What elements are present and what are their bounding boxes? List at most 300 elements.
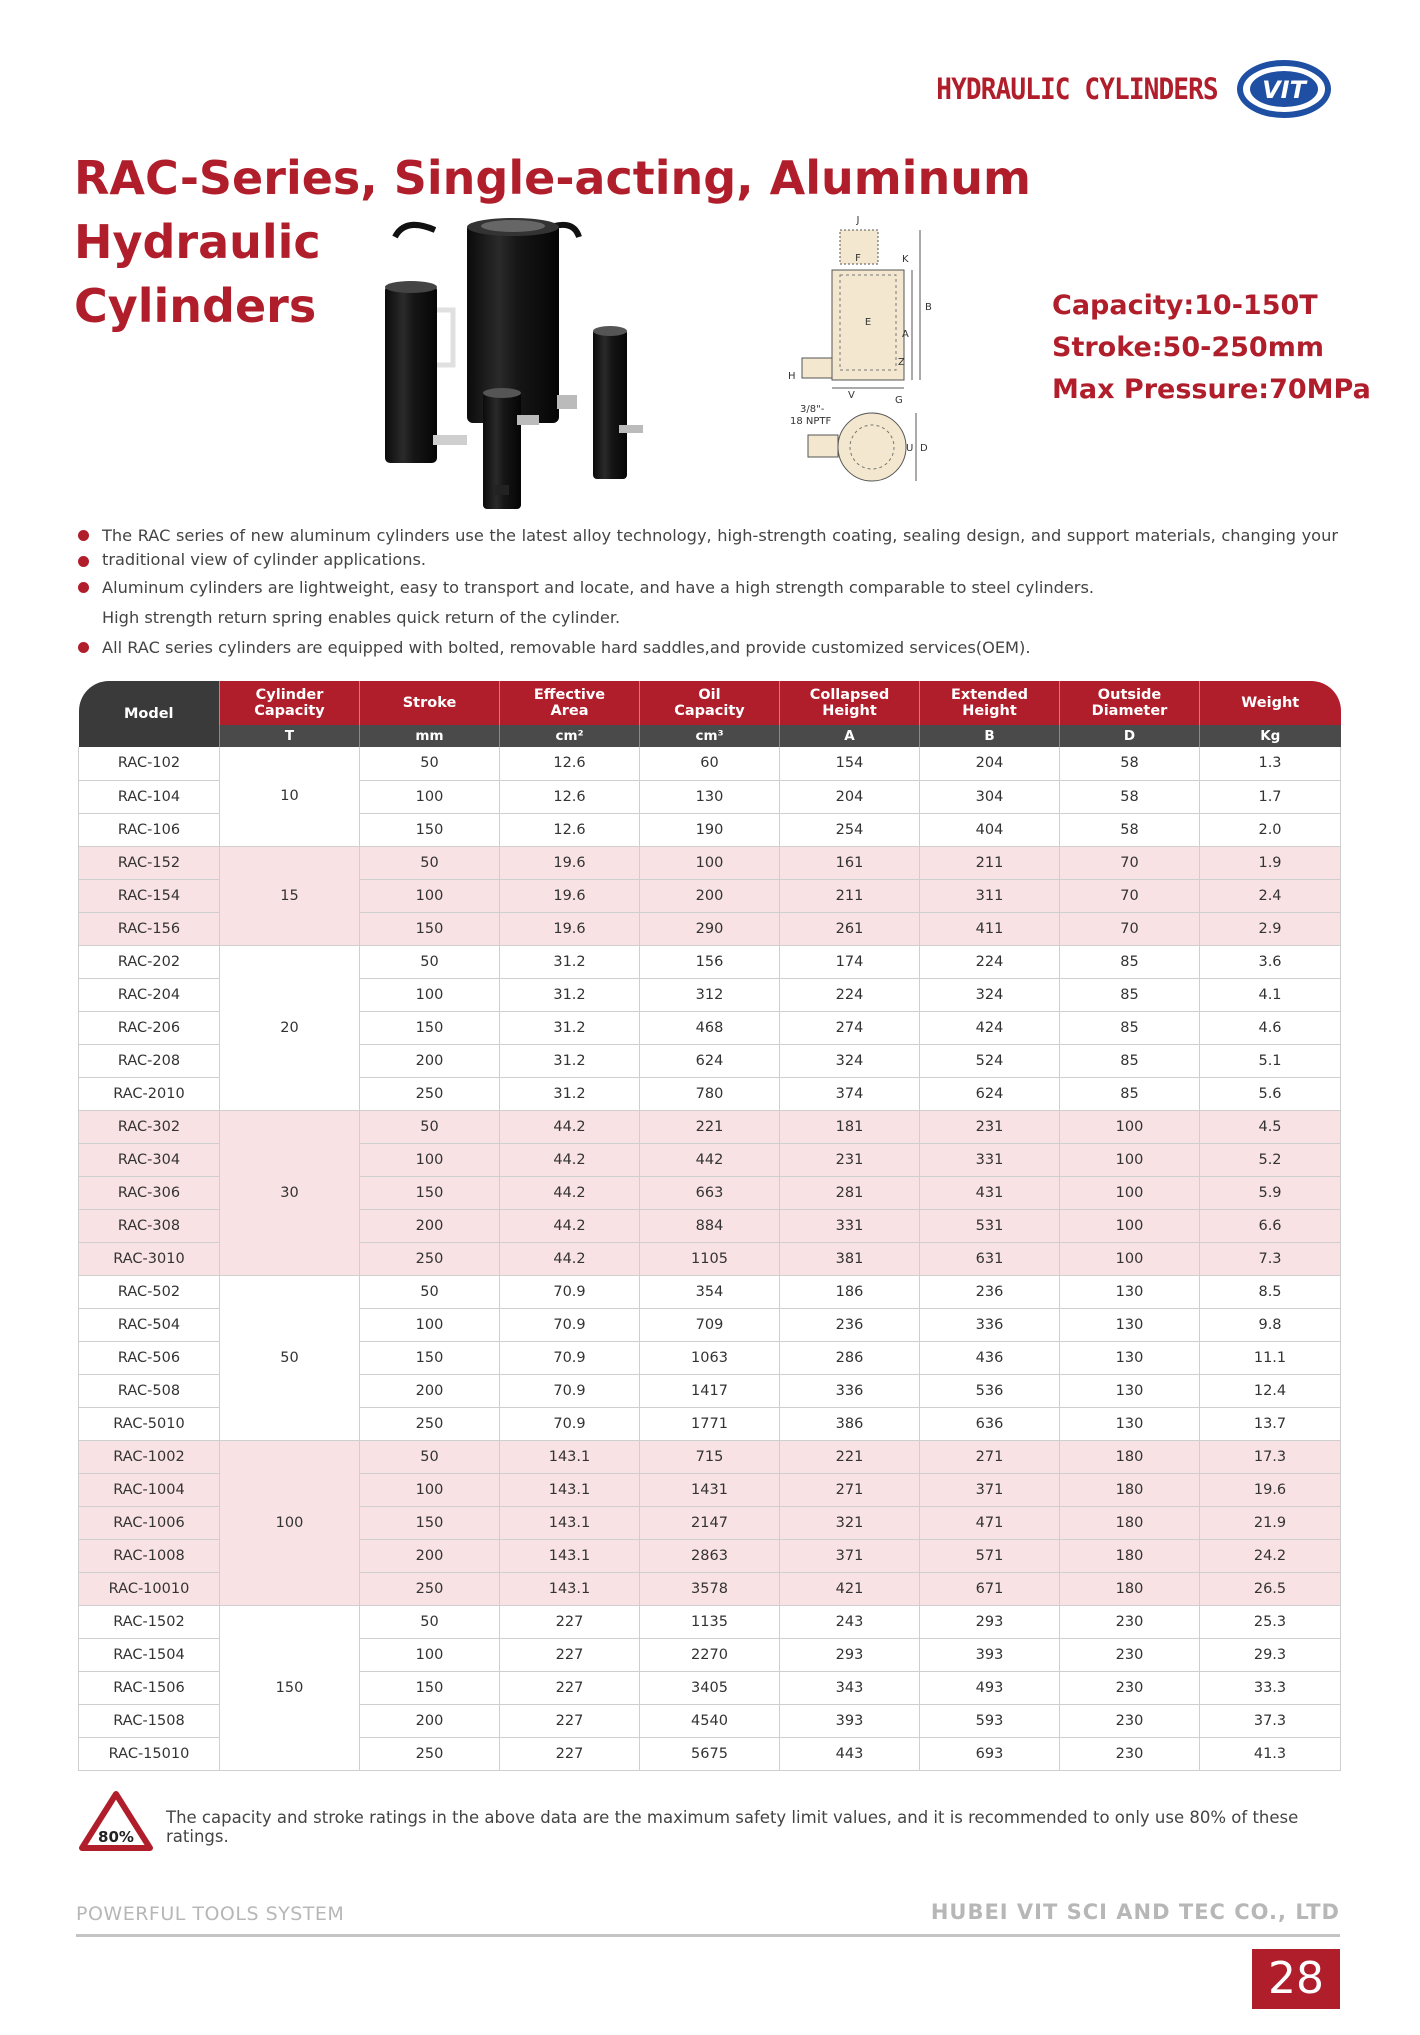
- spec-table-body: [79, 747, 1341, 1770]
- table-cell: 150: [360, 1341, 500, 1374]
- header-outside: Outside Diameter: [1060, 681, 1200, 725]
- table-cell: 693: [920, 1737, 1060, 1770]
- warning-badge-text: 80%: [98, 1828, 134, 1846]
- table-cell: 331: [780, 1209, 920, 1242]
- table-cell: 211: [920, 846, 1060, 879]
- table-cell: 85: [1060, 978, 1200, 1011]
- dim-j: J: [856, 215, 860, 226]
- table-cell: 130: [1060, 1308, 1200, 1341]
- table-cell: 624: [920, 1077, 1060, 1110]
- table-cell: 12.4: [1200, 1374, 1341, 1407]
- page-number: 28: [1252, 1949, 1340, 2009]
- table-cell: 354: [640, 1275, 780, 1308]
- table-cell: 227: [500, 1704, 640, 1737]
- dim-d: D: [920, 443, 928, 454]
- model-cell: RAC-1002: [79, 1440, 220, 1473]
- table-cell: 100: [360, 1473, 500, 1506]
- table-cell: 100: [360, 978, 500, 1011]
- table-cell: 50: [360, 1440, 500, 1473]
- table-cell: 190: [640, 813, 780, 846]
- table-cell: 130: [640, 780, 780, 813]
- table-cell: 293: [920, 1605, 1060, 1638]
- spec-table-wrapper: [78, 681, 1340, 1771]
- table-cell: 230: [1060, 1704, 1200, 1737]
- unit-cell: mm: [360, 725, 500, 747]
- table-cell: 50: [360, 1110, 500, 1143]
- table-row: [79, 846, 1341, 879]
- table-cell: 44.2: [500, 1143, 640, 1176]
- table-cell: 293: [780, 1638, 920, 1671]
- table-cell: 336: [780, 1374, 920, 1407]
- table-cell: 381: [780, 1242, 920, 1275]
- table-cell: 324: [920, 978, 1060, 1011]
- table-cell: 5.9: [1200, 1176, 1341, 1209]
- table-row: [79, 1110, 1341, 1143]
- model-cell: RAC-304: [79, 1143, 220, 1176]
- table-cell: 31.2: [500, 1044, 640, 1077]
- header-collapsed: Collapsed Height: [780, 681, 920, 725]
- vit-logo-icon: [1236, 59, 1332, 119]
- table-cell: 250: [360, 1242, 500, 1275]
- table-cell: 100: [360, 780, 500, 813]
- table-cell: 58: [1060, 780, 1200, 813]
- table-cell: 2270: [640, 1638, 780, 1671]
- model-cell: RAC-308: [79, 1209, 220, 1242]
- model-cell: RAC-204: [79, 978, 220, 1011]
- table-cell: 1.9: [1200, 846, 1341, 879]
- table-cell: 636: [920, 1407, 1060, 1440]
- table-cell: 250: [360, 1572, 500, 1605]
- table-cell: 85: [1060, 945, 1200, 978]
- table-cell: 443: [780, 1737, 920, 1770]
- table-cell: 531: [920, 1209, 1060, 1242]
- table-cell: 204: [780, 780, 920, 813]
- capacity-cell: 150: [220, 1605, 360, 1770]
- table-cell: 143.1: [500, 1440, 640, 1473]
- table-cell: 1063: [640, 1341, 780, 1374]
- table-cell: 100: [640, 846, 780, 879]
- model-cell: RAC-1004: [79, 1473, 220, 1506]
- table-cell: 180: [1060, 1572, 1200, 1605]
- table-cell: 5.6: [1200, 1077, 1341, 1110]
- table-cell: 29.3: [1200, 1638, 1341, 1671]
- table-cell: 286: [780, 1341, 920, 1374]
- dim-u: U: [906, 443, 914, 454]
- table-cell: 271: [780, 1473, 920, 1506]
- model-cell: RAC-202: [79, 945, 220, 978]
- table-cell: 2147: [640, 1506, 780, 1539]
- table-cell: 100: [360, 1308, 500, 1341]
- table-cell: 231: [780, 1143, 920, 1176]
- table-cell: 1135: [640, 1605, 780, 1638]
- header-extended: Extended Height: [920, 681, 1060, 725]
- unit-cell: A: [780, 725, 920, 747]
- brand-text: HYDRAULIC CYLINDERS: [936, 72, 1218, 106]
- table-cell: 343: [780, 1671, 920, 1704]
- table-cell: 2863: [640, 1539, 780, 1572]
- title-line-2: Cylinders: [74, 279, 317, 333]
- feature-item: High strength return spring enables quick return of the cylinder.: [102, 608, 621, 627]
- table-cell: 143.1: [500, 1539, 640, 1572]
- dim-g: G: [895, 395, 903, 406]
- capacity-cell: 50: [220, 1275, 360, 1440]
- feature-item: Aluminum cylinders are lightweight, easy to transport and locate, and have a high strength comparable to steel cylinders.: [78, 576, 1338, 600]
- table-cell: 624: [640, 1044, 780, 1077]
- table-cell: 3405: [640, 1671, 780, 1704]
- table-row: [79, 1275, 1341, 1308]
- table-cell: 12.6: [500, 747, 640, 780]
- table-cell: 6.6: [1200, 1209, 1341, 1242]
- table-cell: 536: [920, 1374, 1060, 1407]
- table-cell: 374: [780, 1077, 920, 1110]
- table-cell: 181: [780, 1110, 920, 1143]
- unit-cell: Kg: [1200, 725, 1341, 747]
- table-cell: 180: [1060, 1539, 1200, 1572]
- table-cell: 393: [780, 1704, 920, 1737]
- table-cell: 161: [780, 846, 920, 879]
- table-cell: 261: [780, 912, 920, 945]
- table-cell: 37.3: [1200, 1704, 1341, 1737]
- table-cell: 11.1: [1200, 1341, 1341, 1374]
- table-cell: 100: [1060, 1110, 1200, 1143]
- table-cell: 431: [920, 1176, 1060, 1209]
- table-cell: 5.2: [1200, 1143, 1341, 1176]
- table-cell: 70.9: [500, 1308, 640, 1341]
- table-cell: 100: [1060, 1242, 1200, 1275]
- table-cell: 150: [360, 912, 500, 945]
- header-stroke: Stroke: [360, 681, 500, 725]
- table-cell: 19.6: [500, 879, 640, 912]
- table-cell: 2.9: [1200, 912, 1341, 945]
- unit-cell: T: [220, 725, 360, 747]
- table-cell: 393: [920, 1638, 1060, 1671]
- table-cell: 424: [920, 1011, 1060, 1044]
- spec-stroke: Stroke:50-250mm: [1052, 332, 1324, 363]
- capacity-cell: 15: [220, 846, 360, 945]
- table-cell: 130: [1060, 1407, 1200, 1440]
- model-cell: RAC-2010: [79, 1077, 220, 1110]
- warning-triangle-icon: [78, 1790, 154, 1852]
- dim-h: H: [788, 371, 796, 382]
- table-cell: 70: [1060, 912, 1200, 945]
- table-cell: 593: [920, 1704, 1060, 1737]
- dimension-drawing: [770, 215, 945, 500]
- table-cell: 31.2: [500, 978, 640, 1011]
- brand-header: [905, 58, 1332, 120]
- table-cell: 186: [780, 1275, 920, 1308]
- table-cell: 31.2: [500, 945, 640, 978]
- table-cell: 174: [780, 945, 920, 978]
- table-cell: 200: [360, 1209, 500, 1242]
- table-cell: 442: [640, 1143, 780, 1176]
- dim-e: E: [864, 317, 872, 328]
- table-cell: 671: [920, 1572, 1060, 1605]
- table-cell: 24.2: [1200, 1539, 1341, 1572]
- port-label-1: 3/8"-: [800, 404, 825, 415]
- table-cell: 321: [780, 1506, 920, 1539]
- table-cell: 227: [500, 1638, 640, 1671]
- port-label-2: 18 NPTF: [790, 416, 832, 427]
- table-cell: 4.6: [1200, 1011, 1341, 1044]
- table-cell: 58: [1060, 813, 1200, 846]
- model-cell: RAC-1508: [79, 1704, 220, 1737]
- table-cell: 663: [640, 1176, 780, 1209]
- bullet-dot-icon: [78, 530, 89, 541]
- table-cell: 4540: [640, 1704, 780, 1737]
- table-cell: 254: [780, 813, 920, 846]
- table-cell: 493: [920, 1671, 1060, 1704]
- model-cell: RAC-102: [79, 747, 220, 780]
- table-cell: 150: [360, 1176, 500, 1209]
- table-cell: 2.4: [1200, 879, 1341, 912]
- table-cell: 150: [360, 813, 500, 846]
- table-cell: 17.3: [1200, 1440, 1341, 1473]
- table-cell: 130: [1060, 1374, 1200, 1407]
- table-cell: 281: [780, 1176, 920, 1209]
- table-cell: 44.2: [500, 1209, 640, 1242]
- table-cell: 1431: [640, 1473, 780, 1506]
- spec-table: [78, 681, 1341, 1771]
- table-cell: 200: [360, 1044, 500, 1077]
- bullet-dot-icon: [78, 642, 89, 653]
- unit-cell: cm²: [500, 725, 640, 747]
- table-cell: 224: [780, 978, 920, 1011]
- table-cell: 5.1: [1200, 1044, 1341, 1077]
- unit-cell: cm³: [640, 725, 780, 747]
- table-cell: 336: [920, 1308, 1060, 1341]
- table-row: [79, 1605, 1341, 1638]
- table-cell: 4.1: [1200, 978, 1341, 1011]
- table-cell: 25.3: [1200, 1605, 1341, 1638]
- table-cell: 211: [780, 879, 920, 912]
- model-cell: RAC-302: [79, 1110, 220, 1143]
- table-cell: 631: [920, 1242, 1060, 1275]
- table-cell: 3578: [640, 1572, 780, 1605]
- note-text: The capacity and stroke ratings in the above data are the maximum safety limit values, and it is recommended to only use 80% of these ratings.: [166, 1808, 1299, 1846]
- table-cell: 41.3: [1200, 1737, 1341, 1770]
- table-cell: 33.3: [1200, 1671, 1341, 1704]
- table-cell: 100: [1060, 1176, 1200, 1209]
- model-cell: RAC-10010: [79, 1572, 220, 1605]
- model-cell: RAC-1502: [79, 1605, 220, 1638]
- header-oil: Oil Capacity: [640, 681, 780, 725]
- table-cell: 436: [920, 1341, 1060, 1374]
- table-cell: 70.9: [500, 1374, 640, 1407]
- table-cell: 31.2: [500, 1011, 640, 1044]
- table-cell: 227: [500, 1671, 640, 1704]
- table-cell: 44.2: [500, 1176, 640, 1209]
- table-cell: 250: [360, 1737, 500, 1770]
- table-cell: 31.2: [500, 1077, 640, 1110]
- model-cell: RAC-156: [79, 912, 220, 945]
- footer-divider: [76, 1934, 1340, 1937]
- model-cell: RAC-506: [79, 1341, 220, 1374]
- model-cell: RAC-1506: [79, 1671, 220, 1704]
- table-cell: 154: [780, 747, 920, 780]
- unit-cell: B: [920, 725, 1060, 747]
- table-cell: 224: [920, 945, 1060, 978]
- table-row: [79, 747, 1341, 780]
- table-cell: 130: [1060, 1275, 1200, 1308]
- table-cell: 221: [780, 1440, 920, 1473]
- table-cell: 1771: [640, 1407, 780, 1440]
- table-cell: 70.9: [500, 1407, 640, 1440]
- table-cell: 180: [1060, 1473, 1200, 1506]
- table-cell: 13.7: [1200, 1407, 1341, 1440]
- table-row: [79, 1440, 1341, 1473]
- table-cell: 150: [360, 1671, 500, 1704]
- table-cell: 19.6: [1200, 1473, 1341, 1506]
- capacity-cell: 10: [220, 747, 360, 846]
- table-cell: 150: [360, 1506, 500, 1539]
- dim-v: V: [848, 390, 855, 401]
- dim-k: K: [902, 254, 909, 265]
- feature-item: The RAC series of new aluminum cylinders use the latest alloy technology, high-strength coating, sealing design, and support materials, changing your traditional view of cylinder applications.: [78, 524, 1338, 572]
- model-cell: RAC-502: [79, 1275, 220, 1308]
- table-cell: 230: [1060, 1737, 1200, 1770]
- model-cell: RAC-154: [79, 879, 220, 912]
- header-weight: Weight: [1200, 681, 1341, 725]
- table-cell: 524: [920, 1044, 1060, 1077]
- bullet-dot-icon: [78, 556, 89, 567]
- table-cell: 884: [640, 1209, 780, 1242]
- table-cell: 100: [360, 1143, 500, 1176]
- table-cell: 200: [640, 879, 780, 912]
- usage-note: [78, 1790, 1340, 1850]
- table-cell: 1.3: [1200, 747, 1341, 780]
- table-cell: 50: [360, 1605, 500, 1638]
- table-cell: 44.2: [500, 1242, 640, 1275]
- table-cell: 221: [640, 1110, 780, 1143]
- dim-b: B: [925, 302, 932, 313]
- dim-z: Z: [898, 357, 905, 368]
- table-cell: 70.9: [500, 1341, 640, 1374]
- product-photo: [375, 215, 650, 515]
- model-cell: RAC-208: [79, 1044, 220, 1077]
- table-cell: 100: [360, 1638, 500, 1671]
- dim-a: A: [902, 329, 909, 340]
- table-cell: 421: [780, 1572, 920, 1605]
- table-cell: 50: [360, 846, 500, 879]
- table-cell: 50: [360, 747, 500, 780]
- table-cell: 50: [360, 945, 500, 978]
- table-cell: 26.5: [1200, 1572, 1341, 1605]
- table-cell: 204: [920, 747, 1060, 780]
- model-cell: RAC-152: [79, 846, 220, 879]
- table-cell: 780: [640, 1077, 780, 1110]
- model-cell: RAC-504: [79, 1308, 220, 1341]
- table-cell: 371: [920, 1473, 1060, 1506]
- unit-cell: D: [1060, 725, 1200, 747]
- table-cell: 331: [920, 1143, 1060, 1176]
- table-cell: 1417: [640, 1374, 780, 1407]
- table-cell: 85: [1060, 1077, 1200, 1110]
- table-cell: 85: [1060, 1044, 1200, 1077]
- table-cell: 230: [1060, 1605, 1200, 1638]
- table-cell: 1.7: [1200, 780, 1341, 813]
- table-cell: 411: [920, 912, 1060, 945]
- table-cell: 250: [360, 1407, 500, 1440]
- table-cell: 9.8: [1200, 1308, 1341, 1341]
- table-cell: 70: [1060, 846, 1200, 879]
- logo-text: VIT: [1262, 76, 1306, 104]
- table-cell: 4.5: [1200, 1110, 1341, 1143]
- table-row: [79, 945, 1341, 978]
- table-cell: 60: [640, 747, 780, 780]
- model-cell: RAC-1504: [79, 1638, 220, 1671]
- table-cell: 100: [1060, 1143, 1200, 1176]
- bullet-dot-icon: [78, 582, 89, 593]
- table-cell: 143.1: [500, 1506, 640, 1539]
- table-cell: 709: [640, 1308, 780, 1341]
- table-cell: 227: [500, 1737, 640, 1770]
- table-cell: 304: [920, 780, 1060, 813]
- model-cell: RAC-206: [79, 1011, 220, 1044]
- table-cell: 143.1: [500, 1572, 640, 1605]
- model-cell: RAC-104: [79, 780, 220, 813]
- table-cell: 70.9: [500, 1275, 640, 1308]
- table-cell: 231: [920, 1110, 1060, 1143]
- table-cell: 227: [500, 1605, 640, 1638]
- table-cell: 70: [1060, 879, 1200, 912]
- table-cell: 50: [360, 1275, 500, 1308]
- header-area: Effective Area: [500, 681, 640, 725]
- table-cell: 1105: [640, 1242, 780, 1275]
- model-cell: RAC-106: [79, 813, 220, 846]
- table-cell: 156: [640, 945, 780, 978]
- footer-company: HUBEI VIT SCI AND TEC CO., LTD: [930, 1900, 1340, 1924]
- spec-summary: [1052, 285, 1371, 411]
- capacity-cell: 100: [220, 1440, 360, 1605]
- table-cell: 715: [640, 1440, 780, 1473]
- table-cell: 243: [780, 1605, 920, 1638]
- table-cell: 12.6: [500, 813, 640, 846]
- table-cell: 180: [1060, 1440, 1200, 1473]
- table-cell: 404: [920, 813, 1060, 846]
- model-cell: RAC-508: [79, 1374, 220, 1407]
- table-cell: 386: [780, 1407, 920, 1440]
- table-cell: 7.3: [1200, 1242, 1341, 1275]
- spec-pressure: Max Pressure:70MPa: [1052, 374, 1371, 405]
- table-cell: 236: [780, 1308, 920, 1341]
- table-cell: 230: [1060, 1638, 1200, 1671]
- table-cell: 311: [920, 879, 1060, 912]
- table-cell: 312: [640, 978, 780, 1011]
- table-cell: 21.9: [1200, 1506, 1341, 1539]
- dim-f: F: [855, 253, 861, 264]
- model-cell: RAC-1008: [79, 1539, 220, 1572]
- table-cell: 2.0: [1200, 813, 1341, 846]
- table-cell: 150: [360, 1011, 500, 1044]
- header-model: Model: [79, 681, 220, 747]
- table-cell: 5675: [640, 1737, 780, 1770]
- table-cell: 274: [780, 1011, 920, 1044]
- table-cell: 180: [1060, 1506, 1200, 1539]
- table-cell: 44.2: [500, 1110, 640, 1143]
- table-cell: 471: [920, 1506, 1060, 1539]
- table-cell: 271: [920, 1440, 1060, 1473]
- footer-tagline: POWERFUL TOOLS SYSTEM: [76, 1903, 345, 1925]
- model-cell: RAC-15010: [79, 1737, 220, 1770]
- model-cell: RAC-5010: [79, 1407, 220, 1440]
- table-cell: 230: [1060, 1671, 1200, 1704]
- table-cell: 371: [780, 1539, 920, 1572]
- table-cell: 571: [920, 1539, 1060, 1572]
- table-cell: 12.6: [500, 780, 640, 813]
- table-cell: 468: [640, 1011, 780, 1044]
- table-cell: 324: [780, 1044, 920, 1077]
- table-cell: 3.6: [1200, 945, 1341, 978]
